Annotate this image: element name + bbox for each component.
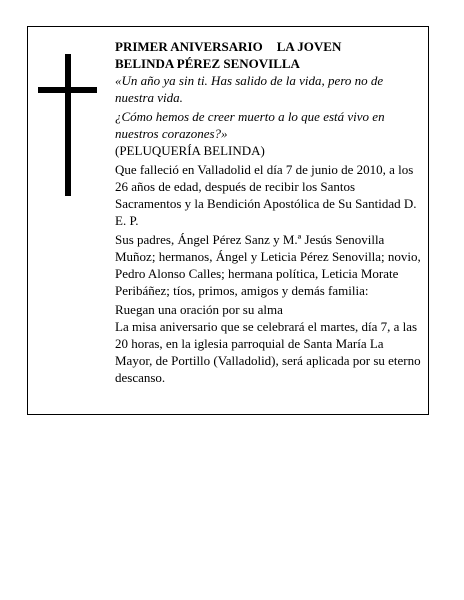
cross-vertical-bar xyxy=(65,54,71,196)
heading-la-joven: LA JOVEN xyxy=(276,39,342,54)
heading-anniversary: PRIMER ANIVERSARIO xyxy=(115,39,263,54)
deceased-name: BELINDA PÉREZ SENOVILLA xyxy=(115,56,300,71)
cross-horizontal-bar xyxy=(38,87,97,93)
notice-text-column xyxy=(115,38,423,386)
mass-details-paragraph: La misa aniversario que se celebrará el martes, día 7, a las 20 horas, en la iglesia parroquial de Santa María La Mayor, de Portillo (Valladolid), será aplicada por su eterno descanso. xyxy=(115,319,421,385)
prayer-request-line: Ruegan una oración por su alma xyxy=(115,302,283,317)
quote-first: «Un año ya sin ti. Has salido de la vida, pero no de nuestra vida. xyxy=(115,73,384,105)
death-details-paragraph: Que falleció en Valladolid el día 7 de junio de 2010, a los 26 años de edad, después de recibir los Santos Sacramentos y la Bendición Apostólica de Su Santidad D. E. P. xyxy=(115,162,417,228)
affiliation-line: (PELUQUERÍA BELINDA) xyxy=(115,143,265,158)
notice-heading xyxy=(115,38,423,55)
family-paragraph: Sus padres, Ángel Pérez Sanz y M.ª Jesús Senovilla Muñoz; hermanos, Ángel y Leticia Pérez Senovilla; novio, Pedro Alonso Calles; hermana política, Leticia Morate Peribáñez; tíos, primos, amigos y demás familia: xyxy=(115,232,421,298)
quote-second: ¿Cómo hemos de creer muerto a lo que está vivo en nuestros corazones?» xyxy=(115,109,385,141)
cross-icon xyxy=(38,54,97,196)
